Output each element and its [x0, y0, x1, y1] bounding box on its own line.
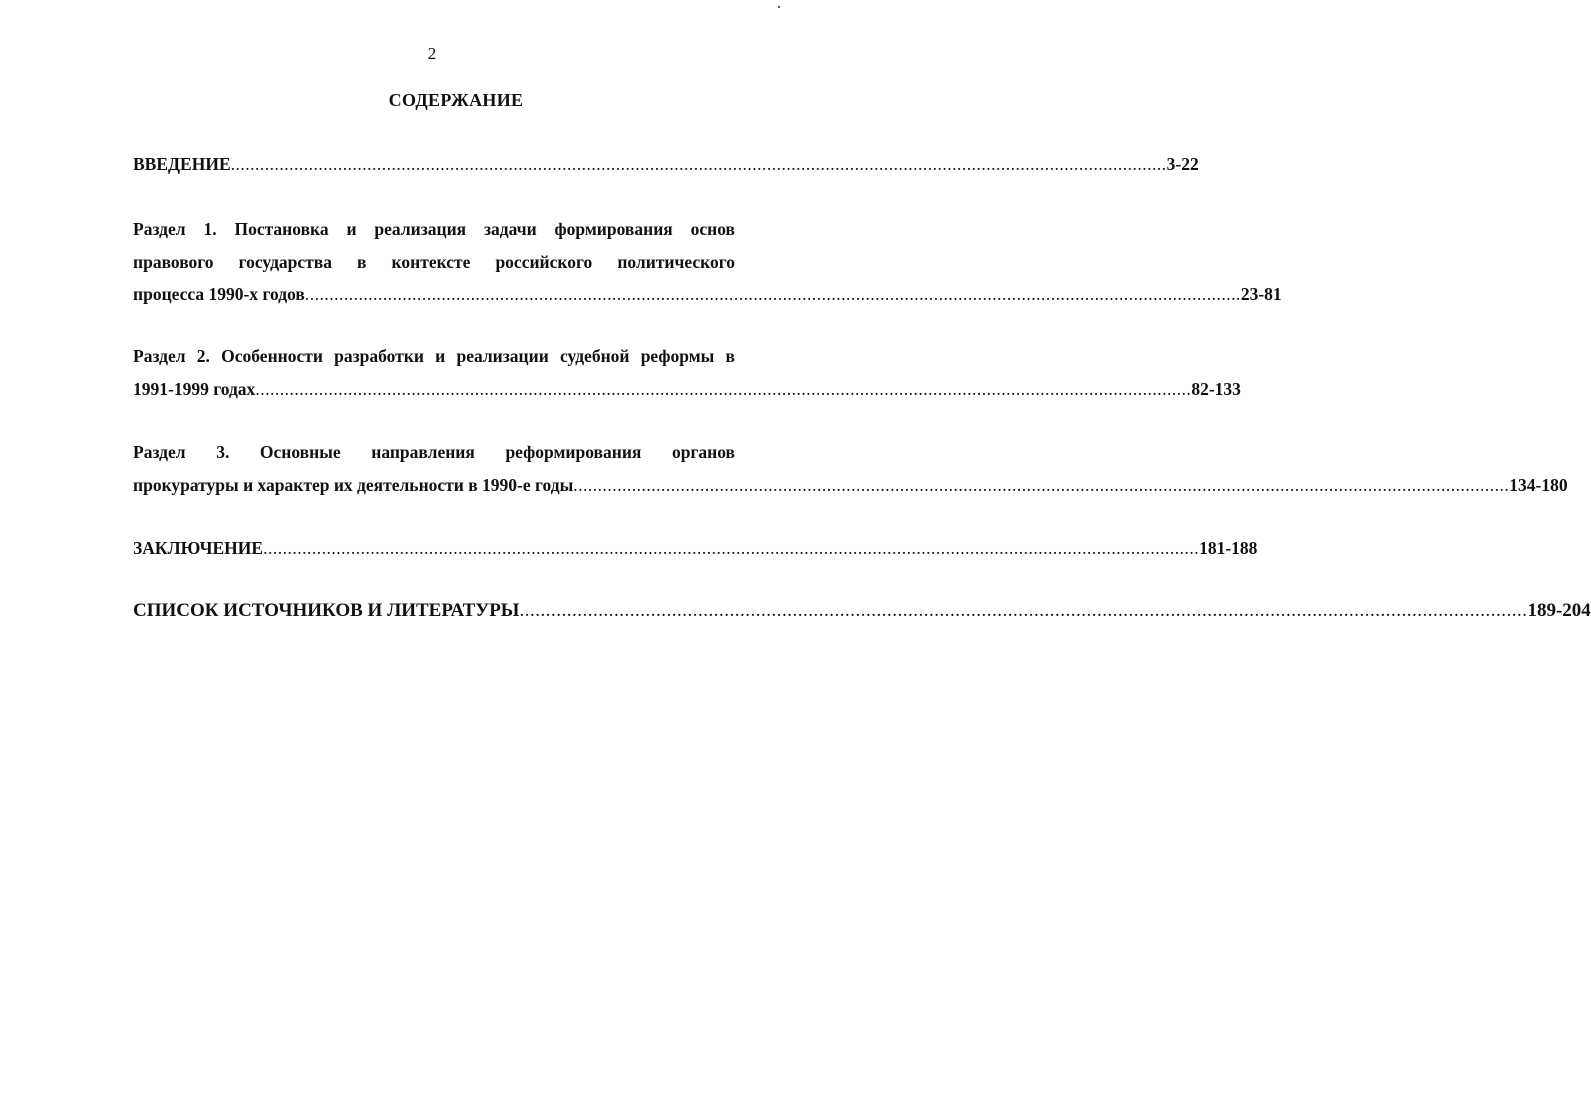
- toc-entry-title: процесса 1990-х годов: [133, 284, 305, 304]
- toc-entry-pages: 134-180: [1509, 474, 1568, 495]
- toc-entry-bibliography[interactable]: [133, 600, 1591, 634]
- toc-entry-section-1[interactable]: [133, 219, 1282, 317]
- toc-entry-pages: 181-188: [1199, 538, 1258, 558]
- dot-leader: ................................................................................................................................................................................................: [230, 154, 1167, 174]
- page-number: 2: [427, 44, 437, 63]
- toc-entry-pages: 82-133: [1191, 378, 1241, 399]
- toc-entry-section-2[interactable]: [133, 346, 1241, 411]
- dot-leader: ................................................................................................................................................................................................: [255, 378, 1192, 399]
- dot-leader: ................................................................................................................................................................................................: [304, 284, 1241, 304]
- toc-entry-title-line: Раздел 2. Особенности разработки и реализации судебной реформы в: [133, 346, 735, 366]
- toc-entry-section-3[interactable]: [133, 442, 1568, 507]
- toc-entry-title: СПИСОК ИСТОЧНИКОВ И ЛИТЕРАТУРЫ: [133, 600, 520, 621]
- toc-entry-title: прокуратуры и характер их деятельности в 1990-е годы: [133, 474, 574, 495]
- dot-leader: ................................................................................................................................................................................................: [519, 600, 1528, 621]
- toc-entry-title: ЗАКЛЮЧЕНИЕ: [133, 538, 264, 558]
- toc-entry-title: 1991-1999 годах: [133, 378, 256, 399]
- toc-entry-title-line: Раздел 1. Постановка и реализация задачи формирования основ: [133, 219, 735, 239]
- dot-leader: ................................................................................................................................................................................................: [573, 474, 1510, 495]
- dot-leader: ................................................................................................................................................................................................: [263, 538, 1200, 558]
- toc-entry-title-line: правового государства в контексте российского политического: [133, 251, 735, 272]
- toc-entry-pages: 189-204: [1527, 600, 1591, 621]
- scan-speck: [778, 6, 780, 8]
- toc-entry-pages: 23-81: [1240, 284, 1282, 304]
- toc-entry-introduction[interactable]: [133, 154, 1199, 187]
- toc-entry-pages: 3-22: [1166, 154, 1199, 174]
- toc-entry-title-line: Раздел 3. Основные направления реформирования органов: [133, 442, 735, 462]
- toc-entry-title: ВВЕДЕНИЕ: [133, 154, 231, 174]
- page-title: СОДЕРЖАНИЕ: [388, 90, 524, 110]
- toc-entry-conclusion[interactable]: [133, 538, 1258, 571]
